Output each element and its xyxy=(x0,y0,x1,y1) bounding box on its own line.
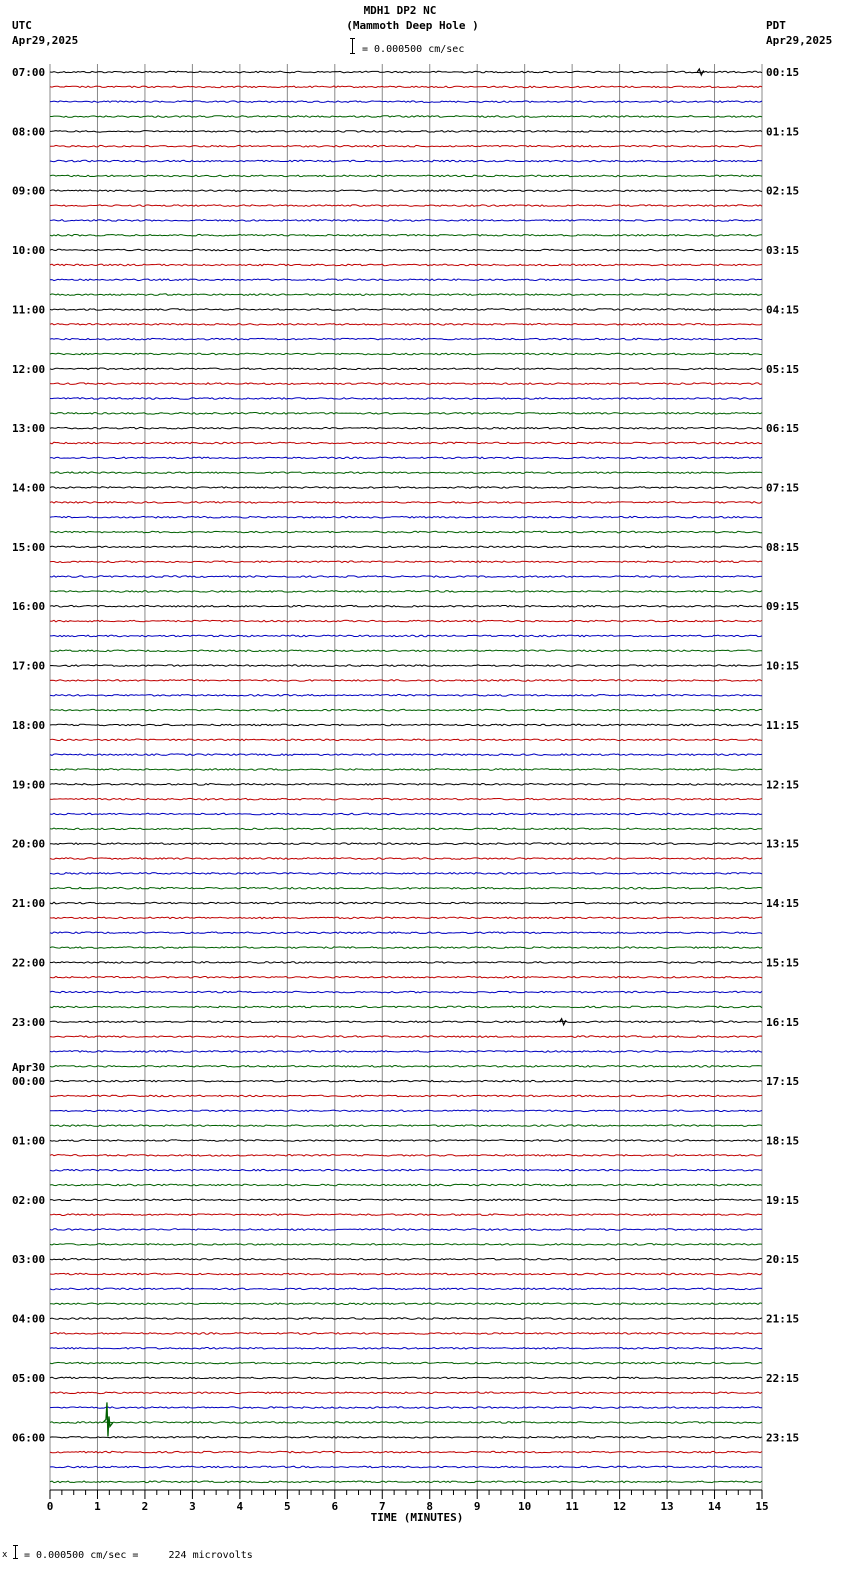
x-tick-label: 12 xyxy=(612,1500,627,1513)
trace-line xyxy=(50,427,762,429)
pdt-hour-label: 08:15 xyxy=(766,540,800,554)
station-location: (Mammoth Deep Hole ) xyxy=(346,19,479,32)
trace-line xyxy=(50,739,762,741)
trace-line xyxy=(50,902,762,904)
trace-line xyxy=(50,962,762,964)
trace-line xyxy=(50,1036,762,1038)
trace-line xyxy=(50,561,762,563)
trace-line xyxy=(50,991,762,993)
trace-line xyxy=(50,784,762,786)
footer-scale-cap-bottom xyxy=(13,1558,18,1559)
trace-line xyxy=(50,1214,762,1216)
trace-line xyxy=(50,680,762,682)
trace-line xyxy=(50,591,762,593)
footer-scale-cap-top xyxy=(13,1545,18,1546)
trace-line xyxy=(50,1318,762,1320)
pdt-hour-label: 04:15 xyxy=(766,303,800,317)
trace-line xyxy=(50,502,762,504)
utc-hour-label: 22:00 xyxy=(12,956,46,970)
trace-line xyxy=(50,442,762,444)
right-timezone: PDT xyxy=(766,19,786,32)
pdt-hour-label: 21:15 xyxy=(766,1312,800,1326)
trace-line xyxy=(50,531,762,533)
trace-line xyxy=(50,294,762,296)
trace-line xyxy=(50,131,762,133)
trace-line xyxy=(50,1155,762,1157)
x-tick-label: 5 xyxy=(284,1500,291,1513)
trace-line xyxy=(50,1273,762,1275)
x-tick-label: 14 xyxy=(707,1500,722,1513)
trace-line xyxy=(50,71,762,73)
trace-line xyxy=(50,398,762,400)
pdt-hour-label: 12:15 xyxy=(766,778,800,792)
trace-line xyxy=(50,1347,762,1349)
trace-line xyxy=(50,858,762,860)
trace-line xyxy=(50,546,762,548)
trace-line xyxy=(50,205,762,207)
x-axis-label: TIME (MINUTES) xyxy=(370,1511,464,1524)
left-timezone: UTC xyxy=(12,19,32,32)
pdt-hour-label: 07:15 xyxy=(766,481,800,495)
trace-line xyxy=(50,1169,762,1171)
pdt-hour-label: 09:15 xyxy=(766,600,800,614)
trace-line xyxy=(50,917,762,919)
pdt-hour-label: 14:15 xyxy=(766,897,800,911)
pdt-hour-label: 01:15 xyxy=(766,125,800,139)
trace-line xyxy=(50,709,762,711)
utc-hour-label: 05:00 xyxy=(12,1371,46,1385)
trace-line xyxy=(50,1021,762,1023)
trace-line xyxy=(50,1006,762,1008)
utc-hour-label: 12:00 xyxy=(12,362,46,376)
trace-line xyxy=(50,249,762,251)
footer-scale-bar-icon xyxy=(15,1545,16,1559)
trace-line xyxy=(50,798,762,800)
trace-line xyxy=(50,665,762,667)
trace-line xyxy=(50,1451,762,1453)
station-title: MDH1 DP2 NC xyxy=(363,4,437,17)
trace-line xyxy=(50,1125,762,1127)
trace-line xyxy=(50,1481,762,1483)
trace-line xyxy=(50,932,762,934)
utc-hour-label: 04:00 xyxy=(12,1312,46,1326)
trace-line xyxy=(50,887,762,889)
trace-line xyxy=(50,843,762,845)
x-tick-label: 0 xyxy=(46,1500,54,1513)
trace-line xyxy=(50,413,762,415)
utc-hour-label: 18:00 xyxy=(12,718,46,732)
header-scale-text: = 0.000500 cm/sec xyxy=(362,44,465,55)
trace-line xyxy=(50,487,762,489)
trace-line xyxy=(50,1051,762,1053)
trace-line xyxy=(50,1184,762,1186)
trace-line xyxy=(50,1362,762,1364)
utc-hour-label: 08:00 xyxy=(12,125,46,139)
utc-hour-label: 16:00 xyxy=(12,600,46,614)
trace-line xyxy=(50,145,762,147)
trace-line xyxy=(50,828,762,830)
trace-line xyxy=(50,353,762,355)
pdt-hour-label: 10:15 xyxy=(766,659,800,673)
trace-line xyxy=(50,516,762,518)
trace-line xyxy=(50,1422,762,1424)
trace-line xyxy=(50,338,762,340)
trace-line xyxy=(50,1407,762,1409)
pdt-hour-label: 17:15 xyxy=(766,1075,800,1089)
trace-line xyxy=(50,86,762,88)
pdt-hour-label: 00:15 xyxy=(766,66,800,79)
x-tick-label: 10 xyxy=(518,1500,532,1513)
trace-line xyxy=(50,368,762,370)
trace-line xyxy=(50,695,762,697)
pdt-hour-label: 22:15 xyxy=(766,1371,800,1385)
x-tick-label: 6 xyxy=(331,1500,339,1513)
utc-hour-label: 23:00 xyxy=(12,1015,46,1029)
trace-line xyxy=(50,309,762,311)
trace-line xyxy=(50,873,762,875)
pdt-hour-label: 20:15 xyxy=(766,1253,800,1267)
utc-hour-label: 03:00 xyxy=(12,1253,46,1267)
trace-line xyxy=(50,160,762,162)
right-date: Apr29,2025 xyxy=(766,34,833,47)
pdt-hour-label: 18:15 xyxy=(766,1134,800,1148)
utc-hour-label: 17:00 xyxy=(12,659,46,673)
x-tick-label: 15 xyxy=(755,1500,769,1513)
footer-prefix: x xyxy=(2,1550,8,1560)
footer-scale-text: = 0.000500 cm/sec = 224 microvolts xyxy=(24,1550,253,1561)
x-tick-label: 1 xyxy=(94,1500,101,1513)
trace-line xyxy=(50,324,762,326)
x-tick-label: 7 xyxy=(378,1500,386,1513)
x-tick-label: 13 xyxy=(660,1500,674,1513)
trace-line xyxy=(50,1392,762,1394)
x-tick-label: 11 xyxy=(565,1500,579,1513)
utc-hour-label: 06:00 xyxy=(12,1431,46,1445)
trace-line xyxy=(50,1288,762,1290)
trace-line xyxy=(50,1140,762,1142)
trace-line xyxy=(50,220,762,222)
trace-line xyxy=(50,1095,762,1097)
left-date: Apr29,2025 xyxy=(12,34,79,47)
trace-line xyxy=(50,472,762,474)
utc-hour-label: 14:00 xyxy=(12,481,46,495)
utc-hour-label: 20:00 xyxy=(12,837,46,851)
trace-line xyxy=(50,635,762,637)
x-tick-label: 3 xyxy=(189,1500,196,1513)
x-tick-label: 8 xyxy=(426,1500,434,1513)
trace-line xyxy=(50,754,762,756)
pdt-hour-label: 19:15 xyxy=(766,1193,800,1207)
trace-line xyxy=(50,724,762,726)
trace-line xyxy=(50,620,762,622)
utc-hour-label: 11:00 xyxy=(12,303,46,317)
pdt-hour-label: 16:15 xyxy=(766,1015,800,1029)
utc-hour-label: 19:00 xyxy=(12,778,46,792)
utc-hour-label: 07:00 xyxy=(12,66,46,79)
pdt-hour-label: 13:15 xyxy=(766,837,800,851)
trace-line xyxy=(50,457,762,459)
x-tick-label: 9 xyxy=(473,1500,481,1513)
trace-line xyxy=(50,116,762,118)
trace-line xyxy=(50,1377,762,1379)
utc-hour-label: 09:00 xyxy=(12,184,46,198)
utc-hour-label: 01:00 xyxy=(12,1134,46,1148)
pdt-hour-label: 03:15 xyxy=(766,244,800,258)
trace-line xyxy=(50,175,762,177)
utc-hour-label: 02:00 xyxy=(12,1193,46,1207)
trace-line xyxy=(50,1066,762,1068)
trace-line xyxy=(50,101,762,103)
utc-hour-label: 10:00 xyxy=(12,244,46,258)
trace-line xyxy=(50,264,762,266)
x-tick-label: 4 xyxy=(236,1500,244,1513)
trace-line xyxy=(50,1244,762,1246)
trace-line xyxy=(50,383,762,385)
utc-hour-label: 15:00 xyxy=(12,540,46,554)
event-waveform xyxy=(697,69,704,75)
trace-line xyxy=(50,190,762,192)
utc-hour-label: 21:00 xyxy=(12,897,46,911)
trace-line xyxy=(50,650,762,652)
trace-line xyxy=(50,1080,762,1082)
trace-line xyxy=(50,1333,762,1335)
trace-line xyxy=(50,976,762,978)
pdt-hour-label: 05:15 xyxy=(766,362,800,376)
trace-line xyxy=(50,947,762,949)
x-tick-label: 2 xyxy=(141,1500,149,1513)
trace-line xyxy=(50,1258,762,1260)
trace-line xyxy=(50,279,762,281)
pdt-hour-label: 02:15 xyxy=(766,184,800,198)
utc-hour-label: 13:00 xyxy=(12,422,46,436)
trace-line xyxy=(50,769,762,771)
trace-line xyxy=(50,813,762,815)
utc-date-change-label: Apr30 xyxy=(12,1061,46,1075)
trace-line xyxy=(50,1437,762,1439)
trace-line xyxy=(50,576,762,578)
pdt-hour-label: 23:15 xyxy=(766,1431,800,1445)
utc-hour-label: 00:00 xyxy=(12,1075,46,1089)
trace-line xyxy=(50,1303,762,1305)
trace-line xyxy=(50,1199,762,1201)
trace-line xyxy=(50,1229,762,1231)
pdt-hour-label: 06:15 xyxy=(766,422,800,436)
trace-line xyxy=(50,234,762,236)
pdt-hour-label: 11:15 xyxy=(766,718,800,732)
trace-line xyxy=(50,605,762,607)
pdt-hour-label: 15:15 xyxy=(766,956,800,970)
trace-line xyxy=(50,1466,762,1468)
trace-line xyxy=(50,1110,762,1112)
